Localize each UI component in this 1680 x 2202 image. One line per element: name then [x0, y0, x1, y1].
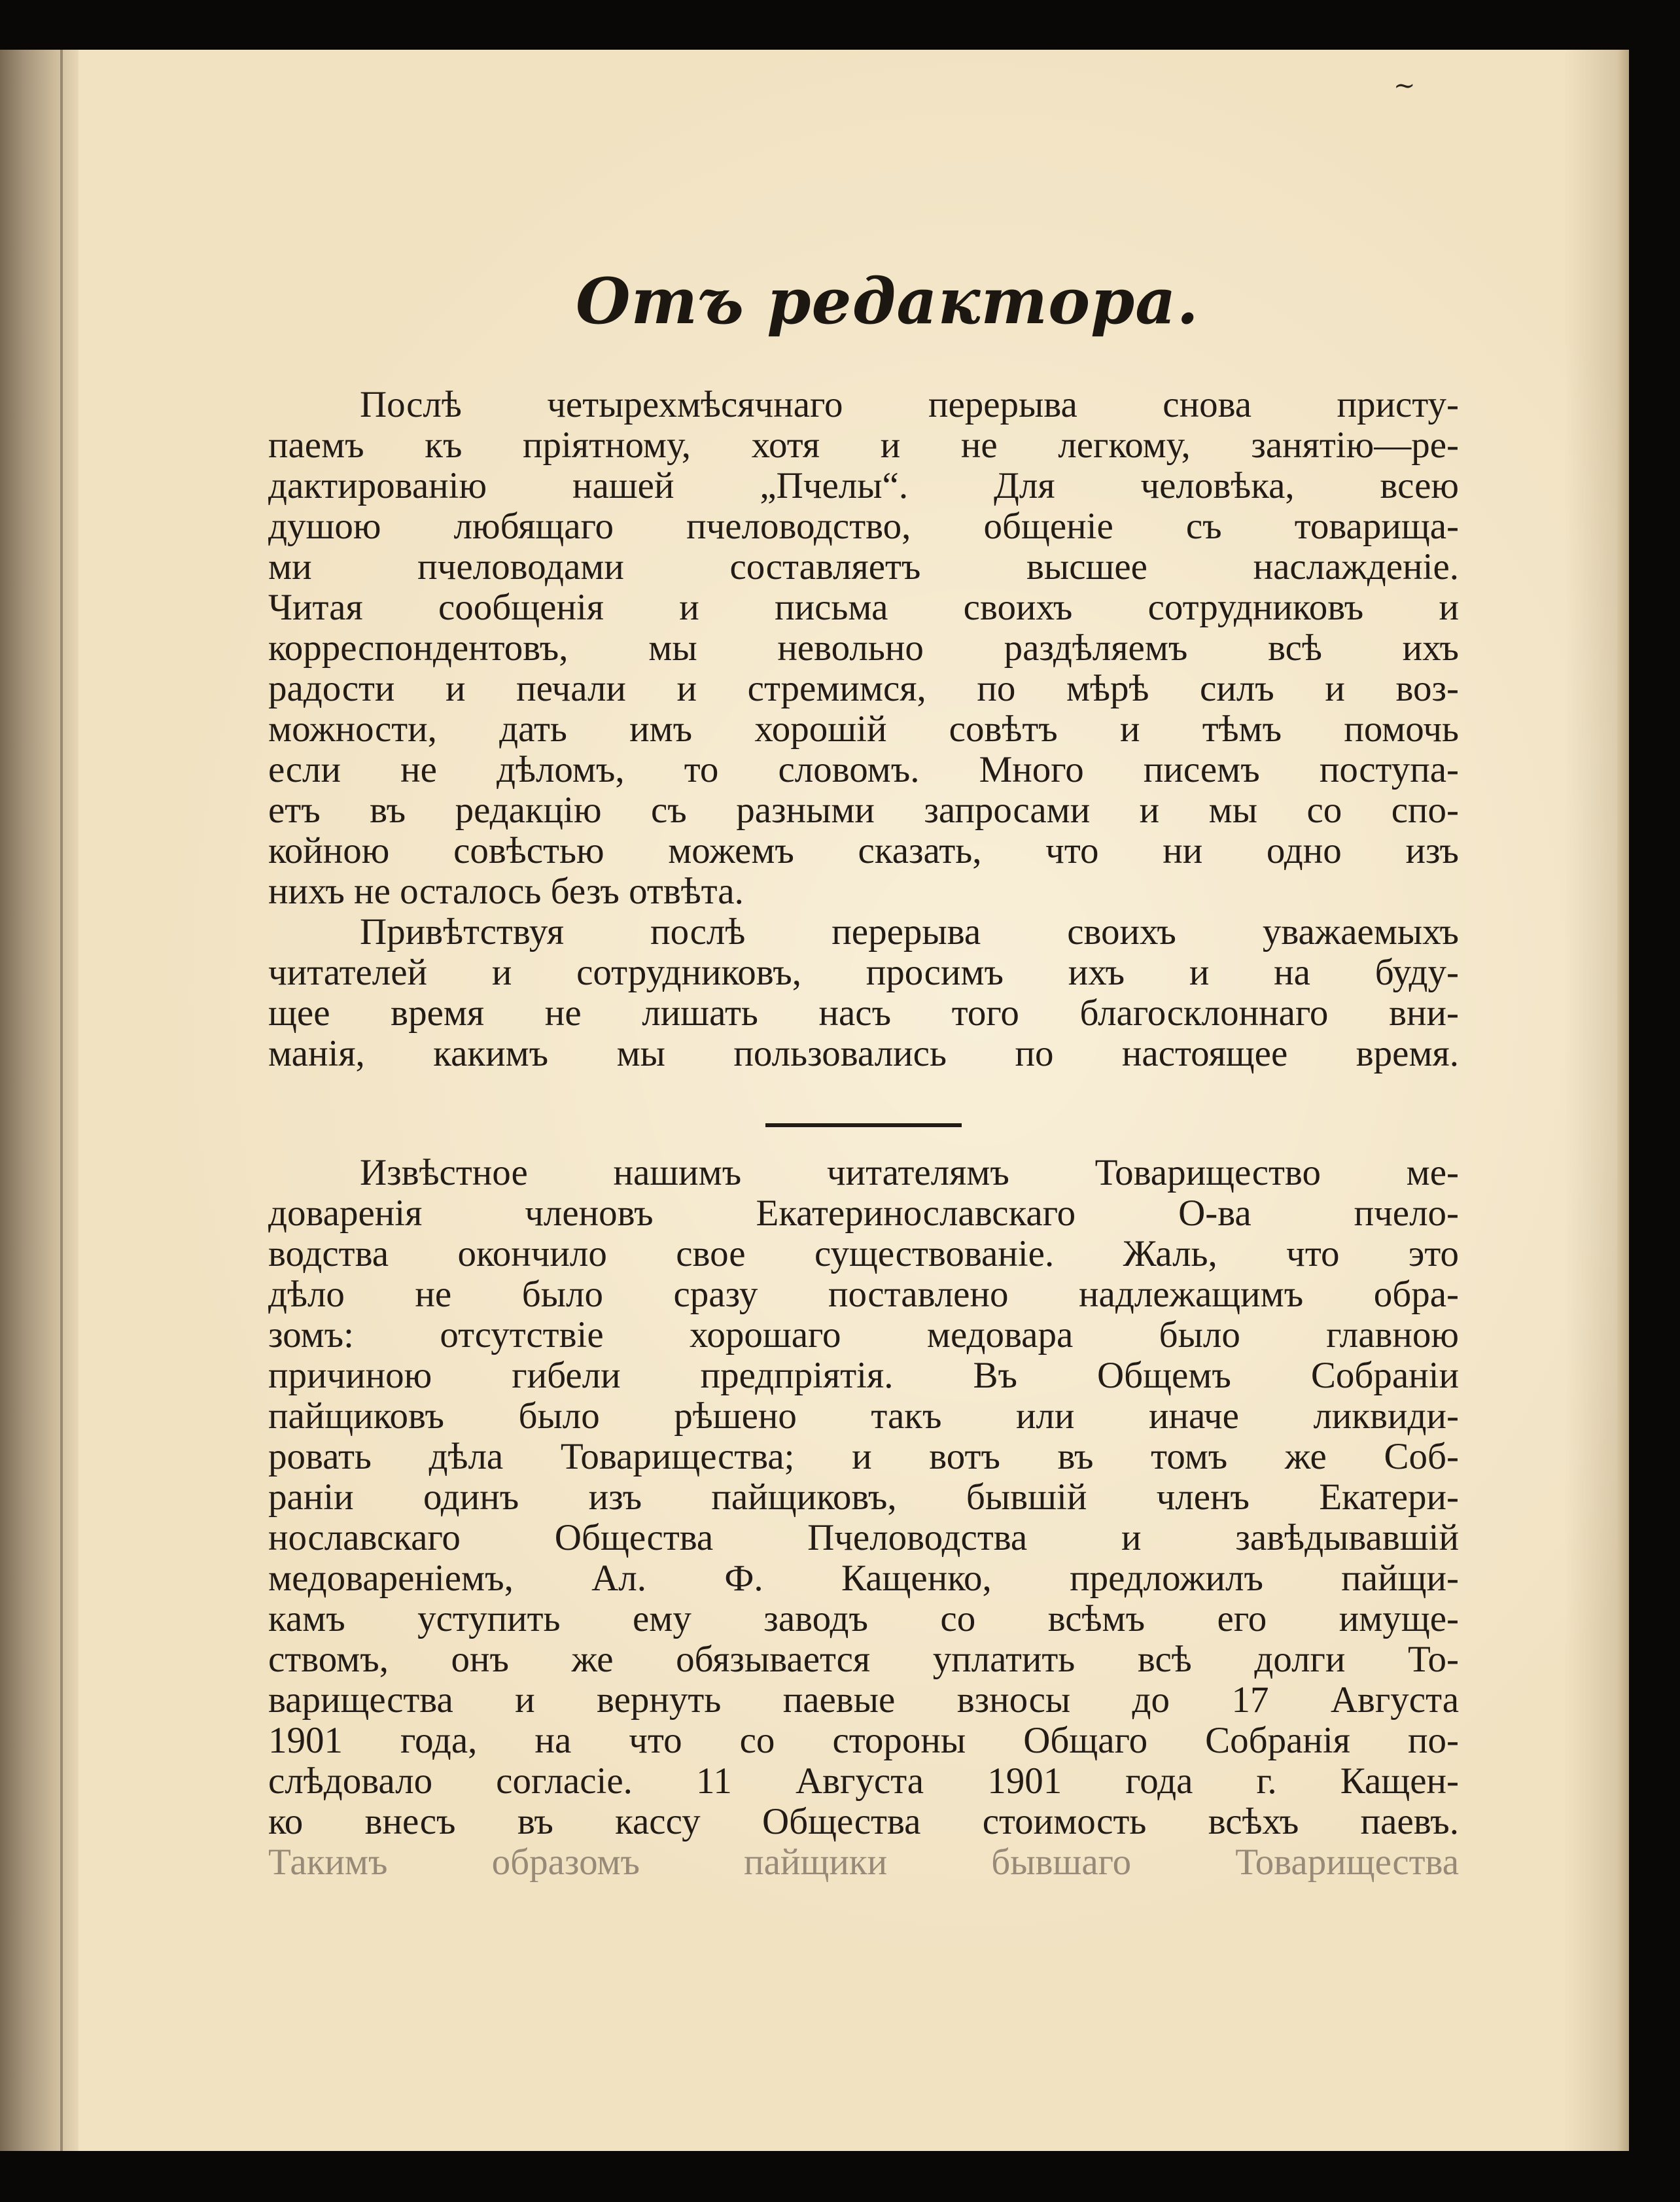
text-line: манія, какимъ мы пользовались по настоящее время.: [268, 1033, 1459, 1074]
text-line: койною совѣстью можемъ сказать, что ни одно изъ: [268, 830, 1459, 871]
text-line: Послѣ четырехмѣсячнаго перерыва снова присту-: [360, 384, 1459, 425]
text-line: 1901 года, на что со стороны Общаго Собранія по-: [268, 1720, 1459, 1761]
text-line: нославскаго Общества Пчеловодства и завѣдывавшій: [268, 1517, 1459, 1558]
text-line: если не дѣломъ, то словомъ. Много писемъ поступа-: [268, 749, 1459, 790]
text-line: ровать дѣла Товарищества; и вотъ въ томъ же Соб-: [268, 1436, 1459, 1477]
text-line: корреспондентовъ, мы невольно раздѣляемъ всѣ ихъ: [268, 627, 1459, 669]
text-line: водства окончило свое существованіе. Жаль, что это: [268, 1233, 1459, 1274]
page-corner-mark: ~: [1393, 71, 1417, 101]
text-line: нихъ не осталось безъ отвѣта.: [268, 871, 744, 912]
text-line: Читая сообщенія и письма своихъ сотрудниковъ и: [268, 587, 1459, 628]
section-2: [268, 1153, 1459, 1883]
page-right-edge: [1617, 50, 1629, 2151]
section-1: [268, 385, 1459, 1074]
text-line: Привѣтствуя послѣ перерыва своихъ уважаемыхъ: [360, 911, 1459, 952]
article-title: Отъ редактора.: [576, 264, 1199, 338]
text-line: ми пчеловодами составляетъ высшее наслажденіе.: [268, 546, 1459, 587]
text-line: варищества и вернуть паевые взносы до 17 Августа: [268, 1679, 1459, 1721]
text-line: ко внесъ въ кассу Общества стоимость всѣхъ паевъ.: [268, 1801, 1459, 1842]
text-line: слѣдовало согласіе. 11 Августа 1901 года г. Кащен-: [268, 1760, 1459, 1802]
text-line: Извѣстное нашимъ читателямъ Товарищество ме-: [360, 1152, 1459, 1193]
text-line: дактированію нашей „Пчелы“. Для человѣка, всею: [268, 465, 1459, 506]
section-divider: [765, 1123, 962, 1127]
text-line: можности, дать имъ хорошій совѣтъ и тѣмъ помочь: [268, 708, 1459, 750]
text-line: ствомъ, онъ же обязывается уплатить всѣ долги То-: [268, 1639, 1459, 1680]
page-gutter: [0, 50, 79, 2151]
text-line: медовареніемъ, Ал. Ф. Кащенко, предложилъ пайщи-: [268, 1558, 1459, 1599]
text-line: камъ уступить ему заводъ со всѣмъ его имуще-: [268, 1598, 1459, 1639]
text-line: душою любящаго пчеловодство, общеніе съ товарища-: [268, 506, 1459, 547]
text-line: радости и печали и стремимся, по мѣрѣ силъ и воз-: [268, 668, 1459, 709]
text-line: етъ въ редакцію съ разными запросами и мы со спо-: [268, 790, 1459, 831]
text-line: пайщиковъ было рѣшено такъ или иначе ликвиди-: [268, 1395, 1459, 1437]
gutter-shadow-line: [60, 50, 63, 2151]
text-line: причиною гибели предпріятія. Въ Общемъ Собраніи: [268, 1355, 1459, 1396]
text-line-cut-off: Такимъ образомъ пайщики бывшаго Товарищества: [268, 1842, 1459, 1883]
text-line: читателей и сотрудниковъ, просимъ ихъ и на буду-: [268, 952, 1459, 993]
text-line: зомъ: отсутствіе хорошаго медовара было главною: [268, 1314, 1459, 1355]
text-line: раніи одинъ изъ пайщиковъ, бывшій членъ Екатери-: [268, 1477, 1459, 1518]
text-line: щее время не лишать насъ того благосклоннаго вни-: [268, 992, 1459, 1034]
text-line: доваренія членовъ Екатеринославскаго О-ва пчело-: [268, 1193, 1459, 1234]
text-line: дѣло не было сразу поставлено надлежащимъ обра-: [268, 1274, 1459, 1315]
text-line: паемъ къ пріятному, хотя и не легкому, занятію—ре-: [268, 425, 1459, 466]
